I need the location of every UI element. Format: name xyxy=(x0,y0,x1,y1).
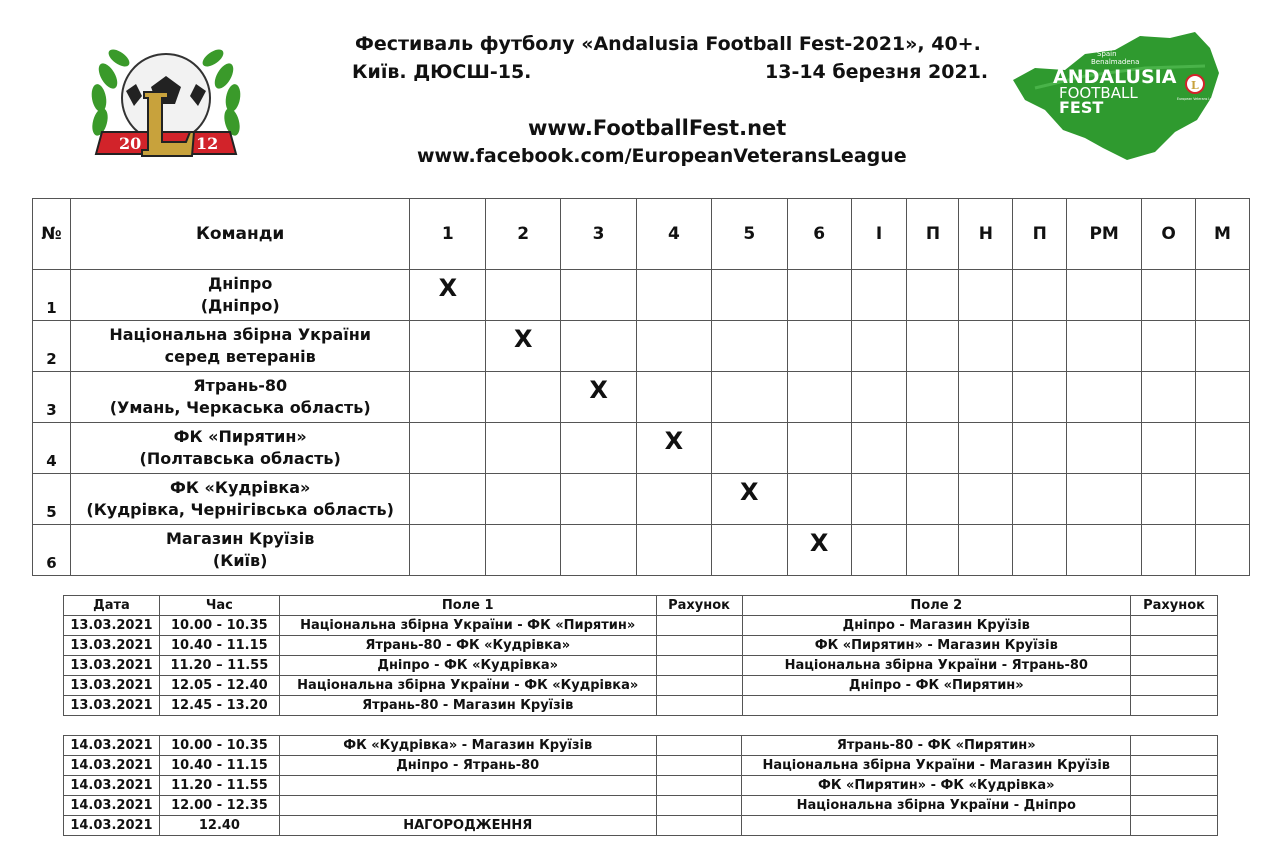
league-emblem-icon xyxy=(86,36,246,181)
result-cell xyxy=(561,321,637,372)
field1-match: НАГОРОДЖЕННЯ xyxy=(279,816,656,836)
col-5: 5 xyxy=(711,199,787,270)
field1-match: Ятрань-80 - ФК «Кудрівка» xyxy=(279,636,656,656)
match-time: 10.40 - 11.15 xyxy=(159,756,279,776)
self-match-mark: X xyxy=(711,474,787,525)
field1-score xyxy=(656,756,742,776)
result-cell xyxy=(410,372,486,423)
team-name-cell xyxy=(70,372,409,423)
result-cell xyxy=(907,372,959,423)
field1-match: Дніпро - Ятрань-80 xyxy=(279,756,656,776)
result-cell xyxy=(959,270,1013,321)
result-cell xyxy=(907,474,959,525)
col-losses: П xyxy=(1013,199,1067,270)
match-time: 11.20 – 11.55 xyxy=(159,656,279,676)
field2-match: Національна збірна України - Ятрань-80 xyxy=(742,656,1131,676)
logo-title-andalusia: ANDALUSIA xyxy=(1053,66,1177,88)
col-teams: Команди xyxy=(70,199,409,270)
col-score2: Рахунок xyxy=(1131,596,1218,616)
website-link[interactable]: www.FootballFest.net xyxy=(528,116,787,140)
team-name-cell xyxy=(70,321,409,372)
result-cell xyxy=(959,525,1013,576)
result-cell xyxy=(1067,372,1142,423)
match-date: 14.03.2021 xyxy=(64,816,160,836)
result-cell xyxy=(1067,474,1142,525)
field1-score xyxy=(656,656,742,676)
field1-score xyxy=(656,636,742,656)
result-cell xyxy=(637,321,712,372)
field1-match: ФК «Кудрівка» - Магазин Круїзів xyxy=(279,736,656,756)
team-name: Ятрань-80 xyxy=(193,376,288,395)
standings-header-row xyxy=(33,199,1250,270)
match-date: 14.03.2021 xyxy=(64,776,160,796)
result-cell xyxy=(486,474,561,525)
field1-match: Дніпро - ФК «Кудрівка» xyxy=(279,656,656,676)
self-match-mark: X xyxy=(486,321,561,372)
field2-score xyxy=(1131,676,1218,696)
result-cell xyxy=(1067,270,1142,321)
self-match-mark: X xyxy=(637,423,712,474)
result-cell xyxy=(907,270,959,321)
result-cell xyxy=(851,474,907,525)
schedule-row xyxy=(64,776,1218,796)
standings-row xyxy=(33,321,1250,372)
match-time: 12.00 - 12.35 xyxy=(159,796,279,816)
result-cell xyxy=(637,372,712,423)
team-location: серед ветеранів xyxy=(164,347,316,366)
logo-title-football: FOOTBALL xyxy=(1059,84,1138,102)
result-cell xyxy=(959,321,1013,372)
field1-match: Національна збірна України - ФК «Кудрівка» xyxy=(279,676,656,696)
col-games: І xyxy=(851,199,907,270)
result-cell xyxy=(787,372,851,423)
result-cell xyxy=(561,525,637,576)
match-date: 14.03.2021 xyxy=(64,736,160,756)
field1-score xyxy=(656,616,742,636)
logo-country: Spain xyxy=(1097,50,1117,58)
schedule-table-day2 xyxy=(63,735,1218,836)
result-cell xyxy=(787,270,851,321)
col-2: 2 xyxy=(486,199,561,270)
team-number: 2 xyxy=(33,321,71,372)
result-cell xyxy=(1013,270,1067,321)
team-number: 3 xyxy=(33,372,71,423)
field2-match: ФК «Пирятин» - ФК «Кудрівка» xyxy=(742,776,1131,796)
result-cell xyxy=(711,321,787,372)
match-time: 10.40 - 11.15 xyxy=(159,636,279,656)
schedule-row xyxy=(64,736,1218,756)
field2-match: Дніпро - Магазин Круїзів xyxy=(742,616,1131,636)
result-cell xyxy=(1196,270,1250,321)
result-cell xyxy=(1196,525,1250,576)
result-cell xyxy=(410,474,486,525)
match-time: 11.20 - 11.55 xyxy=(159,776,279,796)
schedule-table-day1 xyxy=(63,595,1218,716)
result-cell xyxy=(851,372,907,423)
field1-score xyxy=(656,776,742,796)
match-date: 14.03.2021 xyxy=(64,756,160,776)
result-cell xyxy=(851,423,907,474)
result-cell xyxy=(637,270,712,321)
result-cell xyxy=(1196,474,1250,525)
match-time: 12.45 - 13.20 xyxy=(159,696,279,716)
team-name: Магазин Круїзів xyxy=(166,529,315,548)
result-cell xyxy=(410,321,486,372)
field2-match: Дніпро - ФК «Пирятин» xyxy=(742,676,1131,696)
result-cell xyxy=(1067,321,1142,372)
result-cell xyxy=(1142,474,1196,525)
result-cell xyxy=(1142,372,1196,423)
result-cell xyxy=(787,474,851,525)
standings-row xyxy=(33,423,1250,474)
field2-match: ФК «Пирятин» - Магазин Круїзів xyxy=(742,636,1131,656)
result-cell xyxy=(1142,423,1196,474)
col-wins: П xyxy=(907,199,959,270)
self-match-mark: X xyxy=(787,525,851,576)
result-cell xyxy=(959,423,1013,474)
team-name: ФК «Пирятин» xyxy=(173,427,307,446)
team-number: 1 xyxy=(33,270,71,321)
col-draws: Н xyxy=(959,199,1013,270)
field2-score xyxy=(1131,636,1218,656)
standings-row xyxy=(33,372,1250,423)
team-location: (Дніпро) xyxy=(200,296,280,315)
match-date: 13.03.2021 xyxy=(64,616,160,636)
logo-title-fest: FEST xyxy=(1059,98,1104,117)
field1-score xyxy=(656,816,742,836)
col-date: Дата xyxy=(64,596,160,616)
result-cell xyxy=(637,474,712,525)
standings-row xyxy=(33,474,1250,525)
schedule-row xyxy=(64,756,1218,776)
col-place: М xyxy=(1196,199,1250,270)
logo-city: Benalmadena xyxy=(1091,58,1140,66)
field2-score xyxy=(1131,616,1218,636)
standings-row xyxy=(33,525,1250,576)
field2-score xyxy=(1131,796,1218,816)
result-cell xyxy=(787,423,851,474)
schedule-row xyxy=(64,696,1218,716)
andalusia-map-icon xyxy=(1005,28,1230,168)
match-date: 13.03.2021 xyxy=(64,636,160,656)
team-name-cell xyxy=(70,270,409,321)
result-cell xyxy=(1013,321,1067,372)
col-field2: Поле 2 xyxy=(742,596,1131,616)
result-cell xyxy=(851,270,907,321)
match-time: 12.05 - 12.40 xyxy=(159,676,279,696)
standings-table xyxy=(32,198,1250,576)
col-points: О xyxy=(1142,199,1196,270)
match-date: 14.03.2021 xyxy=(64,796,160,816)
schedule-row xyxy=(64,676,1218,696)
team-location: (Київ) xyxy=(212,551,268,570)
result-cell xyxy=(410,423,486,474)
col-number: № xyxy=(33,199,71,270)
team-number: 6 xyxy=(33,525,71,576)
league-logo xyxy=(86,36,246,181)
schedule-header-row xyxy=(64,596,1218,616)
team-name: Національна збірна України xyxy=(109,325,372,344)
team-location: (Умань, Черкаська область) xyxy=(109,398,371,417)
match-time: 12.40 xyxy=(159,816,279,836)
result-cell xyxy=(851,321,907,372)
logo-year-left: 20 xyxy=(119,134,142,153)
result-cell xyxy=(486,525,561,576)
result-cell xyxy=(711,270,787,321)
team-location: (Полтавська область) xyxy=(139,449,341,468)
result-cell xyxy=(711,423,787,474)
fest-logo xyxy=(1005,28,1230,168)
team-number: 4 xyxy=(33,423,71,474)
team-location: (Кудрівка, Чернігівська область) xyxy=(86,500,394,519)
col-4: 4 xyxy=(637,199,712,270)
field2-match xyxy=(742,696,1131,716)
field2-score xyxy=(1131,776,1218,796)
svg-text:L: L xyxy=(1191,79,1199,92)
team-name-cell xyxy=(70,423,409,474)
result-cell xyxy=(1196,372,1250,423)
team-name: Дніпро xyxy=(208,274,273,293)
team-name: ФК «Кудрівка» xyxy=(170,478,311,497)
result-cell xyxy=(486,423,561,474)
facebook-link[interactable]: www.facebook.com/EuropeanVeteransLeague xyxy=(417,145,907,167)
field2-score xyxy=(1131,756,1218,776)
result-cell xyxy=(959,372,1013,423)
match-time: 10.00 - 10.35 xyxy=(159,736,279,756)
result-cell xyxy=(1196,423,1250,474)
match-date: 13.03.2021 xyxy=(64,696,160,716)
field1-match xyxy=(279,776,656,796)
result-cell xyxy=(1067,423,1142,474)
team-number: 5 xyxy=(33,474,71,525)
match-date: 13.03.2021 xyxy=(64,676,160,696)
result-cell xyxy=(1196,321,1250,372)
schedule-row xyxy=(64,636,1218,656)
match-date: 13.03.2021 xyxy=(64,656,160,676)
result-cell xyxy=(1013,525,1067,576)
field1-match xyxy=(279,796,656,816)
field1-score xyxy=(656,696,742,716)
festival-title: Фестиваль футболу «Andalusia Football Fest-2021», 40+. xyxy=(355,33,981,55)
result-cell xyxy=(637,525,712,576)
result-cell xyxy=(711,525,787,576)
field2-score xyxy=(1131,656,1218,676)
result-cell xyxy=(486,270,561,321)
venue-text: Київ. ДЮСШ-15. xyxy=(352,61,532,83)
field2-match: Ятрань-80 - ФК «Пирятин» xyxy=(742,736,1131,756)
col-6: 6 xyxy=(787,199,851,270)
field1-score xyxy=(656,736,742,756)
result-cell xyxy=(410,525,486,576)
field2-score xyxy=(1131,736,1218,756)
field2-score xyxy=(1131,816,1218,836)
field2-match: Національна збірна України - Магазин Круїзів xyxy=(742,756,1131,776)
field1-score xyxy=(656,796,742,816)
self-match-mark: X xyxy=(410,270,486,321)
result-cell xyxy=(1142,525,1196,576)
logo-year-right: 12 xyxy=(196,134,219,153)
result-cell xyxy=(1067,525,1142,576)
result-cell xyxy=(1013,474,1067,525)
col-1: 1 xyxy=(410,199,486,270)
result-cell xyxy=(486,372,561,423)
field1-match: Національна збірна України - ФК «Пирятин» xyxy=(279,616,656,636)
field2-match xyxy=(742,816,1131,836)
result-cell xyxy=(907,525,959,576)
result-cell xyxy=(711,372,787,423)
field1-match: Ятрань-80 - Магазин Круїзів xyxy=(279,696,656,716)
schedule-row xyxy=(64,796,1218,816)
standings-row xyxy=(33,270,1250,321)
dates-text: 13-14 березня 2021. xyxy=(765,61,989,83)
result-cell xyxy=(1013,423,1067,474)
field2-match: Національна збірна України - Дніпро xyxy=(742,796,1131,816)
self-match-mark: X xyxy=(561,372,637,423)
col-score1: Рахунок xyxy=(656,596,742,616)
result-cell xyxy=(907,423,959,474)
result-cell xyxy=(851,525,907,576)
schedule-row xyxy=(64,656,1218,676)
schedule-row xyxy=(64,816,1218,836)
field1-score xyxy=(656,676,742,696)
col-goal-diff: РМ xyxy=(1067,199,1142,270)
schedule-row xyxy=(64,616,1218,636)
col-3: 3 xyxy=(561,199,637,270)
col-field1: Поле 1 xyxy=(279,596,656,616)
result-cell xyxy=(1013,372,1067,423)
team-name-cell xyxy=(70,474,409,525)
result-cell xyxy=(959,474,1013,525)
result-cell xyxy=(1142,270,1196,321)
result-cell xyxy=(907,321,959,372)
result-cell xyxy=(1142,321,1196,372)
result-cell xyxy=(787,321,851,372)
team-name-cell xyxy=(70,525,409,576)
result-cell xyxy=(561,423,637,474)
result-cell xyxy=(561,474,637,525)
match-time: 10.00 - 10.35 xyxy=(159,616,279,636)
logo-league-name: European Veterans League xyxy=(1177,97,1220,101)
field2-score xyxy=(1131,696,1218,716)
col-time: Час xyxy=(159,596,279,616)
result-cell xyxy=(561,270,637,321)
